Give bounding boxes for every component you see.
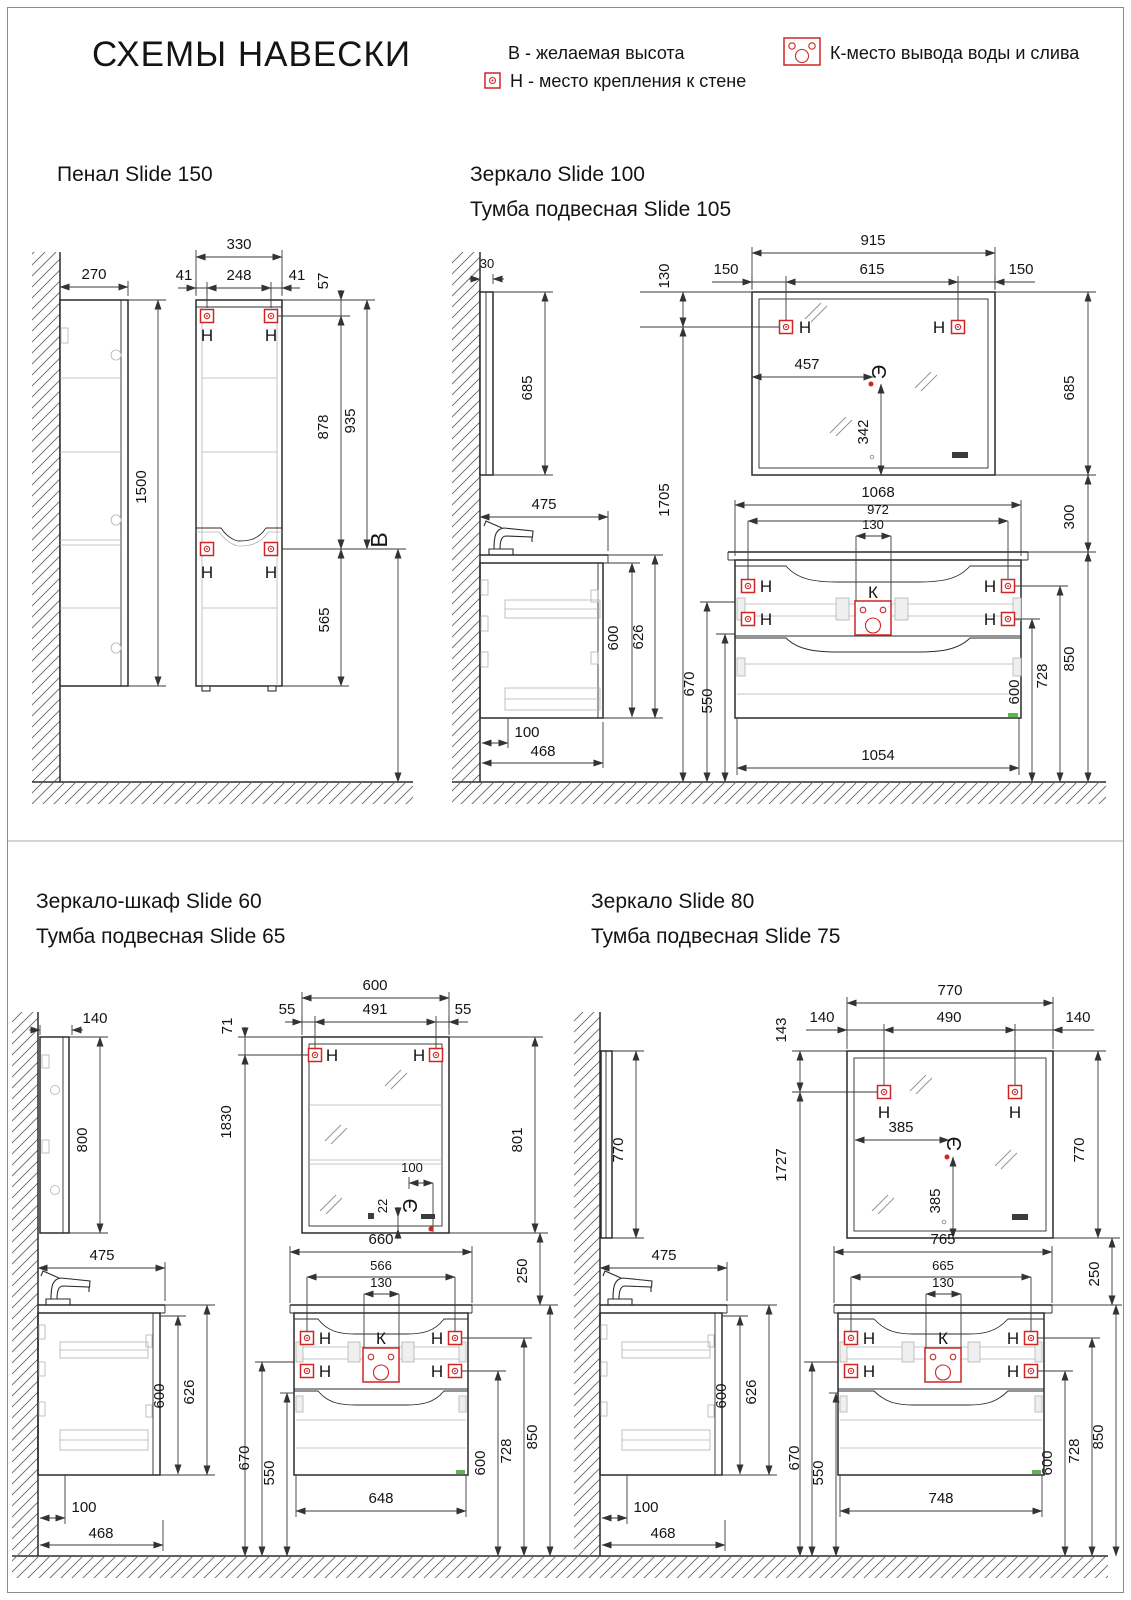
- mirror-offset-right-dim: 150: [1008, 261, 1034, 278]
- desired-height-label: В: [366, 532, 392, 548]
- water-outlet-marker: [363, 1348, 399, 1382]
- bottom-width-dim: 748: [928, 1490, 954, 1507]
- h-marker-label: Н: [759, 577, 773, 596]
- socket-y-dim: 22: [375, 1198, 390, 1214]
- gap-below-dim: 300: [1061, 504, 1078, 530]
- h-marker-label: Н: [983, 610, 997, 629]
- width-dim: 765: [930, 1231, 956, 1248]
- mirror-side-height-dim: 685: [519, 375, 536, 401]
- wall-mount-marker: [201, 543, 214, 556]
- section-title-mirror: Зеркало-шкаф Slide 60: [36, 890, 262, 913]
- h-marker-label: Н: [798, 318, 812, 337]
- mirror-offset-left-dim: 150: [713, 261, 739, 278]
- top-depth-dim: 475: [651, 1247, 677, 1264]
- total-height-dim: 626: [630, 624, 647, 650]
- legend-b-label: В - желаемая высота: [508, 43, 685, 63]
- depth-dim: 270: [81, 266, 107, 283]
- floor-hatch: [452, 782, 1106, 804]
- height-dim: 1500: [133, 470, 150, 504]
- wall-mount-marker: [845, 1365, 858, 1378]
- wall-hatch: [574, 1012, 600, 1556]
- mirror-depth-dim: 140: [82, 1010, 108, 1027]
- siphon-height-dim: 670: [681, 671, 698, 697]
- hole-span-dim: 972: [867, 502, 889, 517]
- mirror-depth-dim: 30: [479, 256, 495, 271]
- vanity-side-dims: [600, 1247, 777, 1551]
- section-slide-100-105: [452, 163, 1106, 804]
- hole1-height-dim: 728: [498, 1438, 515, 1464]
- socket-y-dim: 385: [927, 1188, 944, 1214]
- wall-recess-dim: 100: [633, 1499, 659, 1516]
- total-height-dim: 626: [181, 1379, 198, 1405]
- k-marker-label: К: [868, 583, 878, 602]
- h-marker-label: Н: [412, 1046, 426, 1065]
- bottom-width-dim: 648: [368, 1490, 394, 1507]
- hole-to-hole-dim: 878: [315, 414, 332, 440]
- hole-span-dim: 248: [226, 267, 252, 284]
- wall-mount-marker: [301, 1332, 314, 1345]
- water-outlet-legend-icon: [784, 38, 820, 65]
- wall-mount-marker: [780, 321, 793, 334]
- trap-height-dim: 550: [261, 1460, 278, 1486]
- section-title: Пенал Slide 150: [57, 163, 213, 186]
- mirror-side-view: [40, 1037, 69, 1233]
- h-marker-label: Н: [318, 1362, 332, 1381]
- socket-point: [429, 1227, 434, 1232]
- wall-mount-marker: [742, 580, 755, 593]
- mirror-hole-span-dim: 490: [936, 1009, 962, 1026]
- wall-hatch: [12, 1012, 38, 1556]
- mirror-height-dim: 801: [509, 1127, 526, 1153]
- water-outlet-marker: [855, 601, 891, 635]
- wall-mount-marker: [845, 1332, 858, 1345]
- hole2-height-dim: 600: [472, 1450, 489, 1476]
- penal-front-view: [196, 300, 282, 691]
- level-clip: [456, 1470, 465, 1474]
- penal-side-view: [60, 300, 128, 686]
- h-marker-label: Н: [430, 1329, 444, 1348]
- hole1-height-dim: 728: [1034, 663, 1051, 689]
- mirror-side-height-dim: 770: [610, 1137, 627, 1163]
- total-height-dim: 626: [743, 1379, 760, 1405]
- socket-x-dim: 385: [888, 1119, 914, 1136]
- h-marker-label: Н: [200, 326, 214, 345]
- vanity-side-dims: [38, 1247, 215, 1551]
- h-marker-label: Н: [862, 1362, 876, 1381]
- mirror-offset-left-dim: 55: [278, 1001, 296, 1018]
- top-height-dim: 850: [1090, 1424, 1107, 1450]
- mirror-width-dim: 915: [860, 232, 886, 249]
- faucet: [484, 521, 533, 555]
- socket-label: Э: [869, 364, 891, 380]
- bottom-width-dim: 1054: [861, 747, 895, 764]
- section-title-vanity: Тумба подвесная Slide 105: [470, 198, 732, 221]
- width-dim: 330: [226, 236, 252, 253]
- legend-k-label: К-место вывода воды и слива: [830, 43, 1080, 63]
- h-marker-label: Н: [264, 563, 278, 582]
- mirror-side-height-dim: 800: [74, 1127, 91, 1153]
- wall-mount-marker: [309, 1049, 322, 1062]
- floor-to-hole-dim: 1705: [656, 483, 673, 517]
- wall-mount-marker: [742, 613, 755, 626]
- body-height-dim: 600: [713, 1383, 730, 1409]
- wall-recess-dim: 100: [514, 724, 540, 741]
- siphon-height-dim: 670: [786, 1445, 803, 1471]
- drain-span-dim: 130: [370, 1275, 392, 1290]
- h-marker-label: Н: [759, 610, 773, 629]
- offset-left-dim: 41: [175, 267, 193, 284]
- mirror-hole-span-dim: 615: [859, 261, 885, 278]
- clock-display: [421, 1214, 435, 1219]
- mirror-height-dim: 770: [1071, 1137, 1088, 1163]
- level-clip: [1008, 713, 1018, 717]
- h-marker-label: Н: [430, 1362, 444, 1381]
- wall-mount-marker: [1025, 1365, 1038, 1378]
- section-slide-60-65: [12, 890, 558, 1556]
- socket-y-dim: 342: [855, 419, 872, 445]
- h-marker-label: Н: [325, 1046, 339, 1065]
- mirror-width-dim: 600: [362, 977, 388, 994]
- socket-x-dim: 457: [794, 356, 820, 373]
- wall-mount-marker: [265, 543, 278, 556]
- wall-mount-marker: [201, 310, 214, 323]
- wall-mount-marker: [878, 1086, 891, 1099]
- mirror-offset-left-dim: 140: [809, 1009, 835, 1026]
- vanity-side-view: [480, 521, 608, 718]
- header: [92, 35, 1080, 91]
- top-height-dim: 850: [524, 1424, 541, 1450]
- h-marker-label: Н: [318, 1329, 332, 1348]
- floor-hatch: [32, 782, 413, 804]
- hole1-height-dim: 728: [1066, 1438, 1083, 1464]
- vanity-side-dims: [480, 496, 663, 768]
- gap-above-dim: 250: [514, 1258, 531, 1284]
- width-dim: 1068: [861, 484, 895, 501]
- section-title-mirror: Зеркало Slide 80: [591, 890, 755, 913]
- mirror-hole-span-dim: 491: [362, 1001, 388, 1018]
- mirror-height-dim: 685: [1061, 375, 1078, 401]
- section-title-vanity: Тумба подвесная Slide 75: [591, 925, 841, 948]
- k-marker-label: К: [376, 1329, 386, 1348]
- wall-mount-marker: [449, 1332, 462, 1345]
- body-height-dim: 600: [605, 625, 622, 651]
- wall-mount-marker: [1025, 1332, 1038, 1345]
- hole2-height-dim: 600: [1039, 1450, 1056, 1476]
- wall-mount-marker: [301, 1365, 314, 1378]
- faucet: [603, 1271, 652, 1305]
- h-marker-label: Н: [877, 1103, 891, 1122]
- wall-hatch: [452, 252, 480, 782]
- wall-mount-marker: [430, 1049, 443, 1062]
- trap-height-dim: 550: [699, 688, 716, 714]
- sheet-title: СХЕМЫ НАВЕСКИ: [92, 35, 411, 74]
- wall-mount-marker: [1002, 613, 1015, 626]
- mirror-offset-right-dim: 140: [1065, 1009, 1091, 1026]
- vanity-side-view: [600, 1271, 727, 1475]
- h-marker-label: Н: [1006, 1329, 1020, 1348]
- siphon-height-dim: 670: [236, 1445, 253, 1471]
- wall-mount-marker: [1002, 580, 1015, 593]
- gap-above-dim: 250: [1086, 1261, 1103, 1287]
- floor-to-hole-dim: 1727: [773, 1148, 790, 1182]
- mirror-front-view: [752, 292, 995, 475]
- depth-dim: 468: [88, 1525, 114, 1542]
- mirror-top-offset-dim: 130: [656, 263, 673, 289]
- h-marker-label: Н: [862, 1329, 876, 1348]
- wall-mount-marker: [449, 1365, 462, 1378]
- drain-span-dim: 130: [862, 517, 884, 532]
- wall-recess-dim: 100: [71, 1499, 97, 1516]
- section-slide-80-75: [574, 890, 1122, 1556]
- faucet: [41, 1271, 90, 1305]
- legend-h-label: Н - место крепления к стене: [510, 71, 747, 91]
- vanity-front-dims: [236, 1231, 558, 1556]
- top-depth-dim: 475: [531, 496, 557, 513]
- section-title-mirror: Зеркало Slide 100: [470, 163, 645, 186]
- wall-mount-legend-icon: [485, 73, 500, 88]
- h-marker-label: Н: [200, 563, 214, 582]
- water-outlet-marker: [925, 1348, 961, 1382]
- socket-label: Э: [944, 1136, 966, 1152]
- section-penal-150: [32, 163, 413, 804]
- h-marker-label: Н: [1006, 1362, 1020, 1381]
- wall-hatch: [32, 252, 60, 782]
- vanity-side-view: [38, 1271, 165, 1475]
- hole2-to-bottom-dim: 565: [316, 607, 333, 633]
- clock-display: [1012, 1214, 1028, 1220]
- top-height-dim: 850: [1061, 646, 1078, 672]
- socket-point: [945, 1155, 950, 1160]
- hole2-height-dim: 600: [1006, 679, 1023, 705]
- depth-dim: 468: [530, 743, 556, 760]
- h-marker-label: Н: [1008, 1103, 1022, 1122]
- mirror-width-dim: 770: [937, 982, 963, 999]
- h-marker-label: Н: [264, 326, 278, 345]
- mirror-top-offset-dim: 143: [773, 1017, 790, 1043]
- wall-mount-marker: [1009, 1086, 1022, 1099]
- h-marker-label: Н: [932, 318, 946, 337]
- drain-span-dim: 130: [932, 1275, 954, 1290]
- socket-x-dim: 100: [401, 1160, 423, 1175]
- section-title-vanity: Тумба подвесная Slide 65: [36, 925, 286, 948]
- clock-display: [952, 452, 968, 458]
- depth-dim: 468: [650, 1525, 676, 1542]
- mirror-top-offset-dim: 71: [219, 1017, 236, 1035]
- trap-height-dim: 550: [810, 1460, 827, 1486]
- wall-mount-marker: [265, 310, 278, 323]
- top-depth-dim: 475: [89, 1247, 115, 1264]
- k-marker-label: К: [938, 1329, 948, 1348]
- socket-label: Э: [400, 1198, 422, 1214]
- bottom-floor: [12, 1556, 1108, 1578]
- hole-span-dim: 665: [932, 1258, 954, 1273]
- width-dim: 660: [368, 1231, 394, 1248]
- mirror-offset-right-dim: 55: [454, 1001, 472, 1018]
- top-to-hole2-dim: 935: [342, 408, 359, 434]
- top-offset-dim: 57: [315, 272, 332, 290]
- h-marker-label: Н: [983, 577, 997, 596]
- mirror-side-dims: [610, 1051, 644, 1238]
- mirror-side-view: [480, 292, 493, 475]
- switch-dot: [368, 1213, 374, 1219]
- offset-right-dim: 41: [288, 267, 306, 284]
- socket-point: [869, 382, 874, 387]
- floor-to-hole-dim: 1830: [218, 1105, 235, 1139]
- hole-span-dim: 566: [370, 1258, 392, 1273]
- vanity-front-dims: [786, 1231, 1122, 1556]
- body-height-dim: 600: [151, 1383, 168, 1409]
- wall-mount-marker: [952, 321, 965, 334]
